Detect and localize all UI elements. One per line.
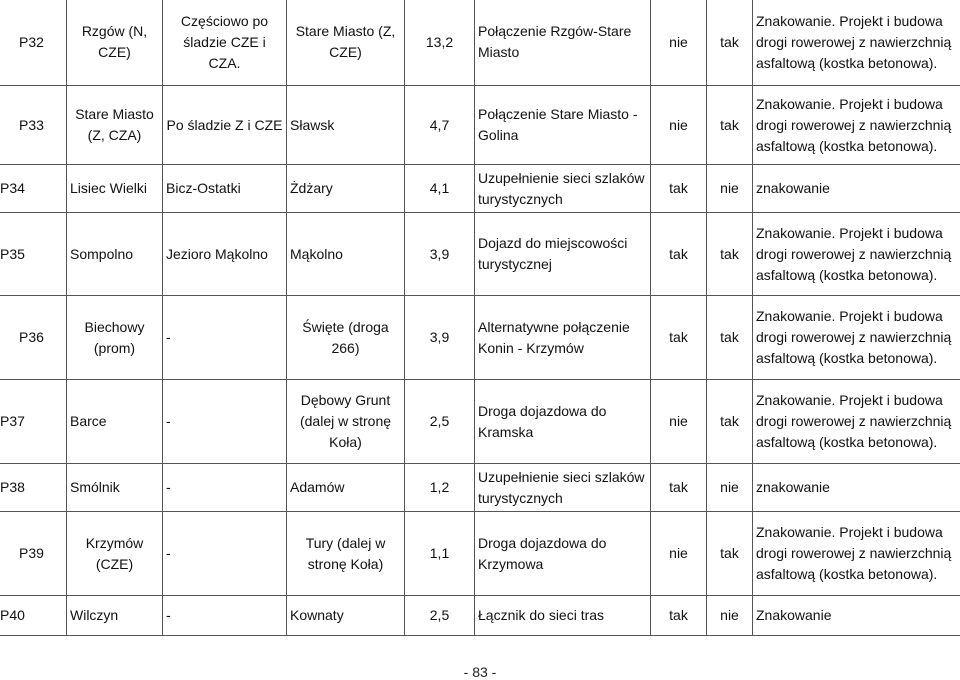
route-from: Smólnik <box>67 464 163 512</box>
route-to: Mąkolno <box>287 213 405 296</box>
route-notes: znakowanie <box>753 464 960 512</box>
route-notes: Znakowanie. Projekt i budowa drogi rowerowej z nawierzchnią asfaltową (kostka betonowa). <box>753 296 960 380</box>
route-via: Jezioro Mąkolno <box>163 213 287 296</box>
route-length: 13,2 <box>405 0 475 86</box>
page-number: - 83 - <box>463 664 497 680</box>
route-purpose: Połączenie Stare Miasto - Golina <box>475 86 651 165</box>
table-row <box>0 165 960 213</box>
route-length: 3,9 <box>405 213 475 296</box>
route-to: Kownaty <box>287 596 405 636</box>
flag-2: tak <box>707 512 753 596</box>
route-id: P35 <box>0 213 67 296</box>
route-id: P37 <box>0 380 67 464</box>
route-notes: Znakowanie. Projekt i budowa drogi rowerowej z nawierzchnią asfaltową (kostka betonowa). <box>753 86 960 165</box>
table-row <box>0 464 960 512</box>
route-id: P40 <box>0 596 67 636</box>
flag-1: tak <box>651 596 707 636</box>
table-row <box>0 213 960 296</box>
table-row <box>0 512 960 596</box>
table-row <box>0 296 960 380</box>
route-from: Rzgów (N, CZE) <box>67 0 163 86</box>
route-id: P32 <box>0 0 67 86</box>
flag-2: nie <box>707 464 753 512</box>
flag-2: tak <box>707 213 753 296</box>
route-via: - <box>163 596 287 636</box>
route-length: 1,1 <box>405 512 475 596</box>
route-to: Stare Miasto (Z, CZE) <box>287 0 405 86</box>
route-from: Sompolno <box>67 213 163 296</box>
table-row <box>0 380 960 464</box>
route-via: Bicz-Ostatki <box>163 165 287 213</box>
route-purpose: Alternatywne połączenie Konin - Krzymów <box>475 296 651 380</box>
flag-1: nie <box>651 512 707 596</box>
flag-1: tak <box>651 296 707 380</box>
table-row <box>0 596 960 636</box>
flag-1: nie <box>651 380 707 464</box>
route-from: Biechowy (prom) <box>67 296 163 380</box>
route-from: Barce <box>67 380 163 464</box>
route-from: Krzymów (CZE) <box>67 512 163 596</box>
route-length: 4,1 <box>405 165 475 213</box>
flag-2: tak <box>707 86 753 165</box>
table-row <box>0 0 960 86</box>
table-row <box>0 86 960 165</box>
route-notes: Znakowanie. Projekt i budowa drogi rowerowej z nawierzchnią asfaltową (kostka betonowa). <box>753 512 960 596</box>
route-notes: Znakowanie. Projekt i budowa drogi rowerowej z nawierzchnią asfaltową (kostka betonowa). <box>753 0 960 86</box>
route-id: P38 <box>0 464 67 512</box>
flag-2: nie <box>707 596 753 636</box>
route-purpose: Dojazd do miejscowości turystycznej <box>475 213 651 296</box>
route-to: Żdżary <box>287 165 405 213</box>
route-from: Stare Miasto (Z, CZA) <box>67 86 163 165</box>
route-purpose: Łącznik do sieci tras <box>475 596 651 636</box>
flag-1: tak <box>651 213 707 296</box>
route-id: P33 <box>0 86 67 165</box>
route-length: 2,5 <box>405 596 475 636</box>
route-notes: znakowanie <box>753 165 960 213</box>
route-from: Lisiec Wielki <box>67 165 163 213</box>
route-via: - <box>163 296 287 380</box>
route-via: Częściowo po śladzie CZE i CZA. <box>163 0 287 86</box>
route-purpose: Uzupełnienie sieci szlaków turystycznych <box>475 464 651 512</box>
route-from: Wilczyn <box>67 596 163 636</box>
route-id: P36 <box>0 296 67 380</box>
route-via: - <box>163 380 287 464</box>
route-length: 3,9 <box>405 296 475 380</box>
flag-2: nie <box>707 165 753 213</box>
route-purpose: Uzupełnienie sieci szlaków turystycznych <box>475 165 651 213</box>
route-to: Sławsk <box>287 86 405 165</box>
route-id: P39 <box>0 512 67 596</box>
flag-1: nie <box>651 86 707 165</box>
flag-1: nie <box>651 0 707 86</box>
route-to: Adamów <box>287 464 405 512</box>
route-notes: Znakowanie. Projekt i budowa drogi rowerowej z nawierzchnią asfaltową (kostka betonowa). <box>753 213 960 296</box>
route-purpose: Połączenie Rzgów-Stare Miasto <box>475 0 651 86</box>
flag-2: tak <box>707 380 753 464</box>
route-length: 2,5 <box>405 380 475 464</box>
flag-1: tak <box>651 165 707 213</box>
route-notes: Znakowanie <box>753 596 960 636</box>
route-purpose: Droga dojazdowa do Krzymowa <box>475 512 651 596</box>
route-via: - <box>163 512 287 596</box>
route-notes: Znakowanie. Projekt i budowa drogi rowerowej z nawierzchnią asfaltową (kostka betonowa). <box>753 380 960 464</box>
route-length: 4,7 <box>405 86 475 165</box>
route-id: P34 <box>0 165 67 213</box>
route-to: Tury (dalej w stronę Koła) <box>287 512 405 596</box>
flag-1: tak <box>651 464 707 512</box>
route-to: Dębowy Grunt (dalej w stronę Koła) <box>287 380 405 464</box>
route-via: Po śladzie Z i CZE <box>163 86 287 165</box>
route-to: Święte (droga 266) <box>287 296 405 380</box>
route-purpose: Droga dojazdowa do Kramska <box>475 380 651 464</box>
flag-2: tak <box>707 0 753 86</box>
flag-2: tak <box>707 296 753 380</box>
route-length: 1,2 <box>405 464 475 512</box>
route-via: - <box>163 464 287 512</box>
